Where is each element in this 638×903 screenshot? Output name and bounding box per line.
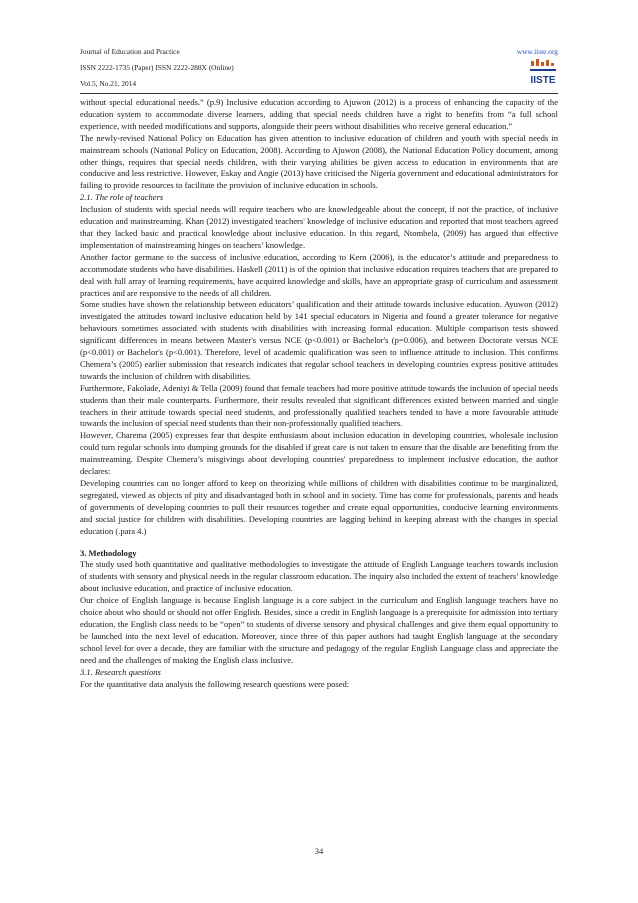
- paragraph: Our choice of English language is because English language is a core subject in the curriculum and English language teachers have no choice about who should or should not offer English. Besides, since a credit in English language is a prerequisite for admission into tertiary education, the English class needs to be “open” to students of diverse sensory and physical challenges and give them equal opportunity to be launched into the next level of education. Moreover, since three of this paper authors had taught English language at the secondary school level for over a decade, they are familiar with the structure and pedagogy of the regular English Language class and appreciate the need and the challenges of making the English class inclusive.: [80, 595, 558, 665]
- paragraph: Furthermore, Fakolade, Adeniyi & Tella (2009) found that female teachers had more positive attitude towards the inclusion of special needs students than their male counterparts. Furthermore, their results revealed that significant differences existed between married and single teachers in their attitude towards special need students, and professionally qualified teachers tended to have a more favourable attitude towards the inclusion of special need students than their non-professionally qualified teachers.: [80, 382, 558, 429]
- iiste-logo: [528, 58, 558, 88]
- page-number: 34: [314, 846, 324, 856]
- paragraph: For the quantitative data analysis the following research questions were posed:: [80, 678, 350, 689]
- page-header: [80, 44, 558, 92]
- subsection-heading: 2.1. The role of teachers: [80, 192, 164, 203]
- section-heading: 3. Methodology: [80, 547, 137, 558]
- paragraph: However, Charema (2005) expresses fear that despite enthusiasm about inclusion education in developing countries, wholesale inclusion could turn regular schools into dumping grounds for the disabled if great care is not taken to ensure that the disable are benefiting from the mainstreaming. Despite Chemera’s misgivings about developing countries' preparedness to implement inclusive education, the author declares:: [80, 430, 558, 477]
- paragraph: The newly-revised National Policy on Education has given attention to inclusive education of children and youth with special needs in mainstream schools (National Policy on Education, 2008). According to Ajuwon (2008), the National Education Policy document, among other things, requires that special needs children, with their varying abilities be given access to education in environments that are conducive and less restrictive. However, Eskay and Angie (2013) have criticised the Nigeria government and educational administrators for failing to provide resources to facilitate the provision of inclusive education in schools.: [80, 132, 558, 191]
- svg-text:IISTE: IISTE: [530, 75, 556, 86]
- paragraph: Another factor germane to the success of inclusive education, according to Kern (2006), is the educator’s attitude and preparedness to accommodate students who have disabilities. Haskell (2011) is of the opinion that inclusive education requires teachers that are prepared to deal with full array of learning requirements, have acquired knowledge and skills, have an appropriate grasp of curriculum and assessment practices and are responsive to the needs of all children.: [80, 251, 558, 298]
- block-quote: Developing countries can no longer afford to keep on theorizing while millions of children with disabilities continue to be marginalized, segregated, viewed as objects of pity and disadvantaged both in school and in society. Time has come for professionals, parents and heads of governments of developing countries to pull their resources together and create equal opportunities, conducive learning environments and social justice for children with disabilities. Developing countries are lagging behind in keeping abreast with the changes in special education (.para 4.): [80, 478, 558, 536]
- journal-url-link[interactable]: www.iiste.org: [516, 47, 558, 56]
- subsection-heading: 3.1. Research questions: [80, 666, 161, 677]
- article-body: [80, 97, 558, 690]
- issn-line: ISSN 2222-1735 (Paper) ISSN 2222-288X (Online): [80, 63, 234, 72]
- header-rule: [80, 93, 558, 94]
- paragraph: Some studies have shown the relationship between educators’ qualification and their attitude towards inclusive education. Ayuwon (2012) investigated the attitudes toward inclusive education held by 141 special educators in Nigeria and found a greater tolerance for negative behaviours sometimes associated with students with disabilities with increasing formal education. Multiple comparison tests showed significant differences in means between Master's versus NCE (p<0.001) or Bachelor's (p=0.006), and between Doctorate versus NCE (p<0.001) or Bachelor's (p<0.001). Therefore, level of academic qualification was seen to influence attitude to inclusion. This confirms Chemera’s (2005) earlier submission that research indicates that regular school teachers in developing countries express positive attitudes towards the inclusion of children with disabilities.: [80, 299, 558, 381]
- paragraph: The study used both quantitative and qualitative methodologies to investigate the attitude of English Language teachers towards inclusion of students with sensory and physical needs in the regular classroom education. The inquiry also included the extent of teachers’ knowledge about inclusive education, and practice of inclusive education.: [80, 559, 558, 594]
- paragraph: Inclusion of students with special needs will require teachers who are knowledgeable about the concept, if not the practice, of inclusive education and mainstreaming. Khan (2012) investigated teachers' knowledge of inclusive education and reported that most teachers agreed that they lacked basic and practical knowledge about inclusive education. In this regard, Ntombela, (2009) has argued that effective implementation of mainstreaming hinges on teachers’ knowledge.: [80, 204, 558, 250]
- volume-line: Vol.5, No.21, 2014: [80, 79, 137, 88]
- paragraph: without special educational needs.” (p.9) Inclusive education according to Ajuwon (2012) is a process of enhancing the capacity of the education system to accommodate diverse learners, adding that special needs children have a right to benefits from “a full school experience, with needed modifications and supports, alongside their peers without disabilities who receive general education.”: [80, 97, 558, 131]
- journal-title: Journal of Education and Practice: [80, 47, 180, 56]
